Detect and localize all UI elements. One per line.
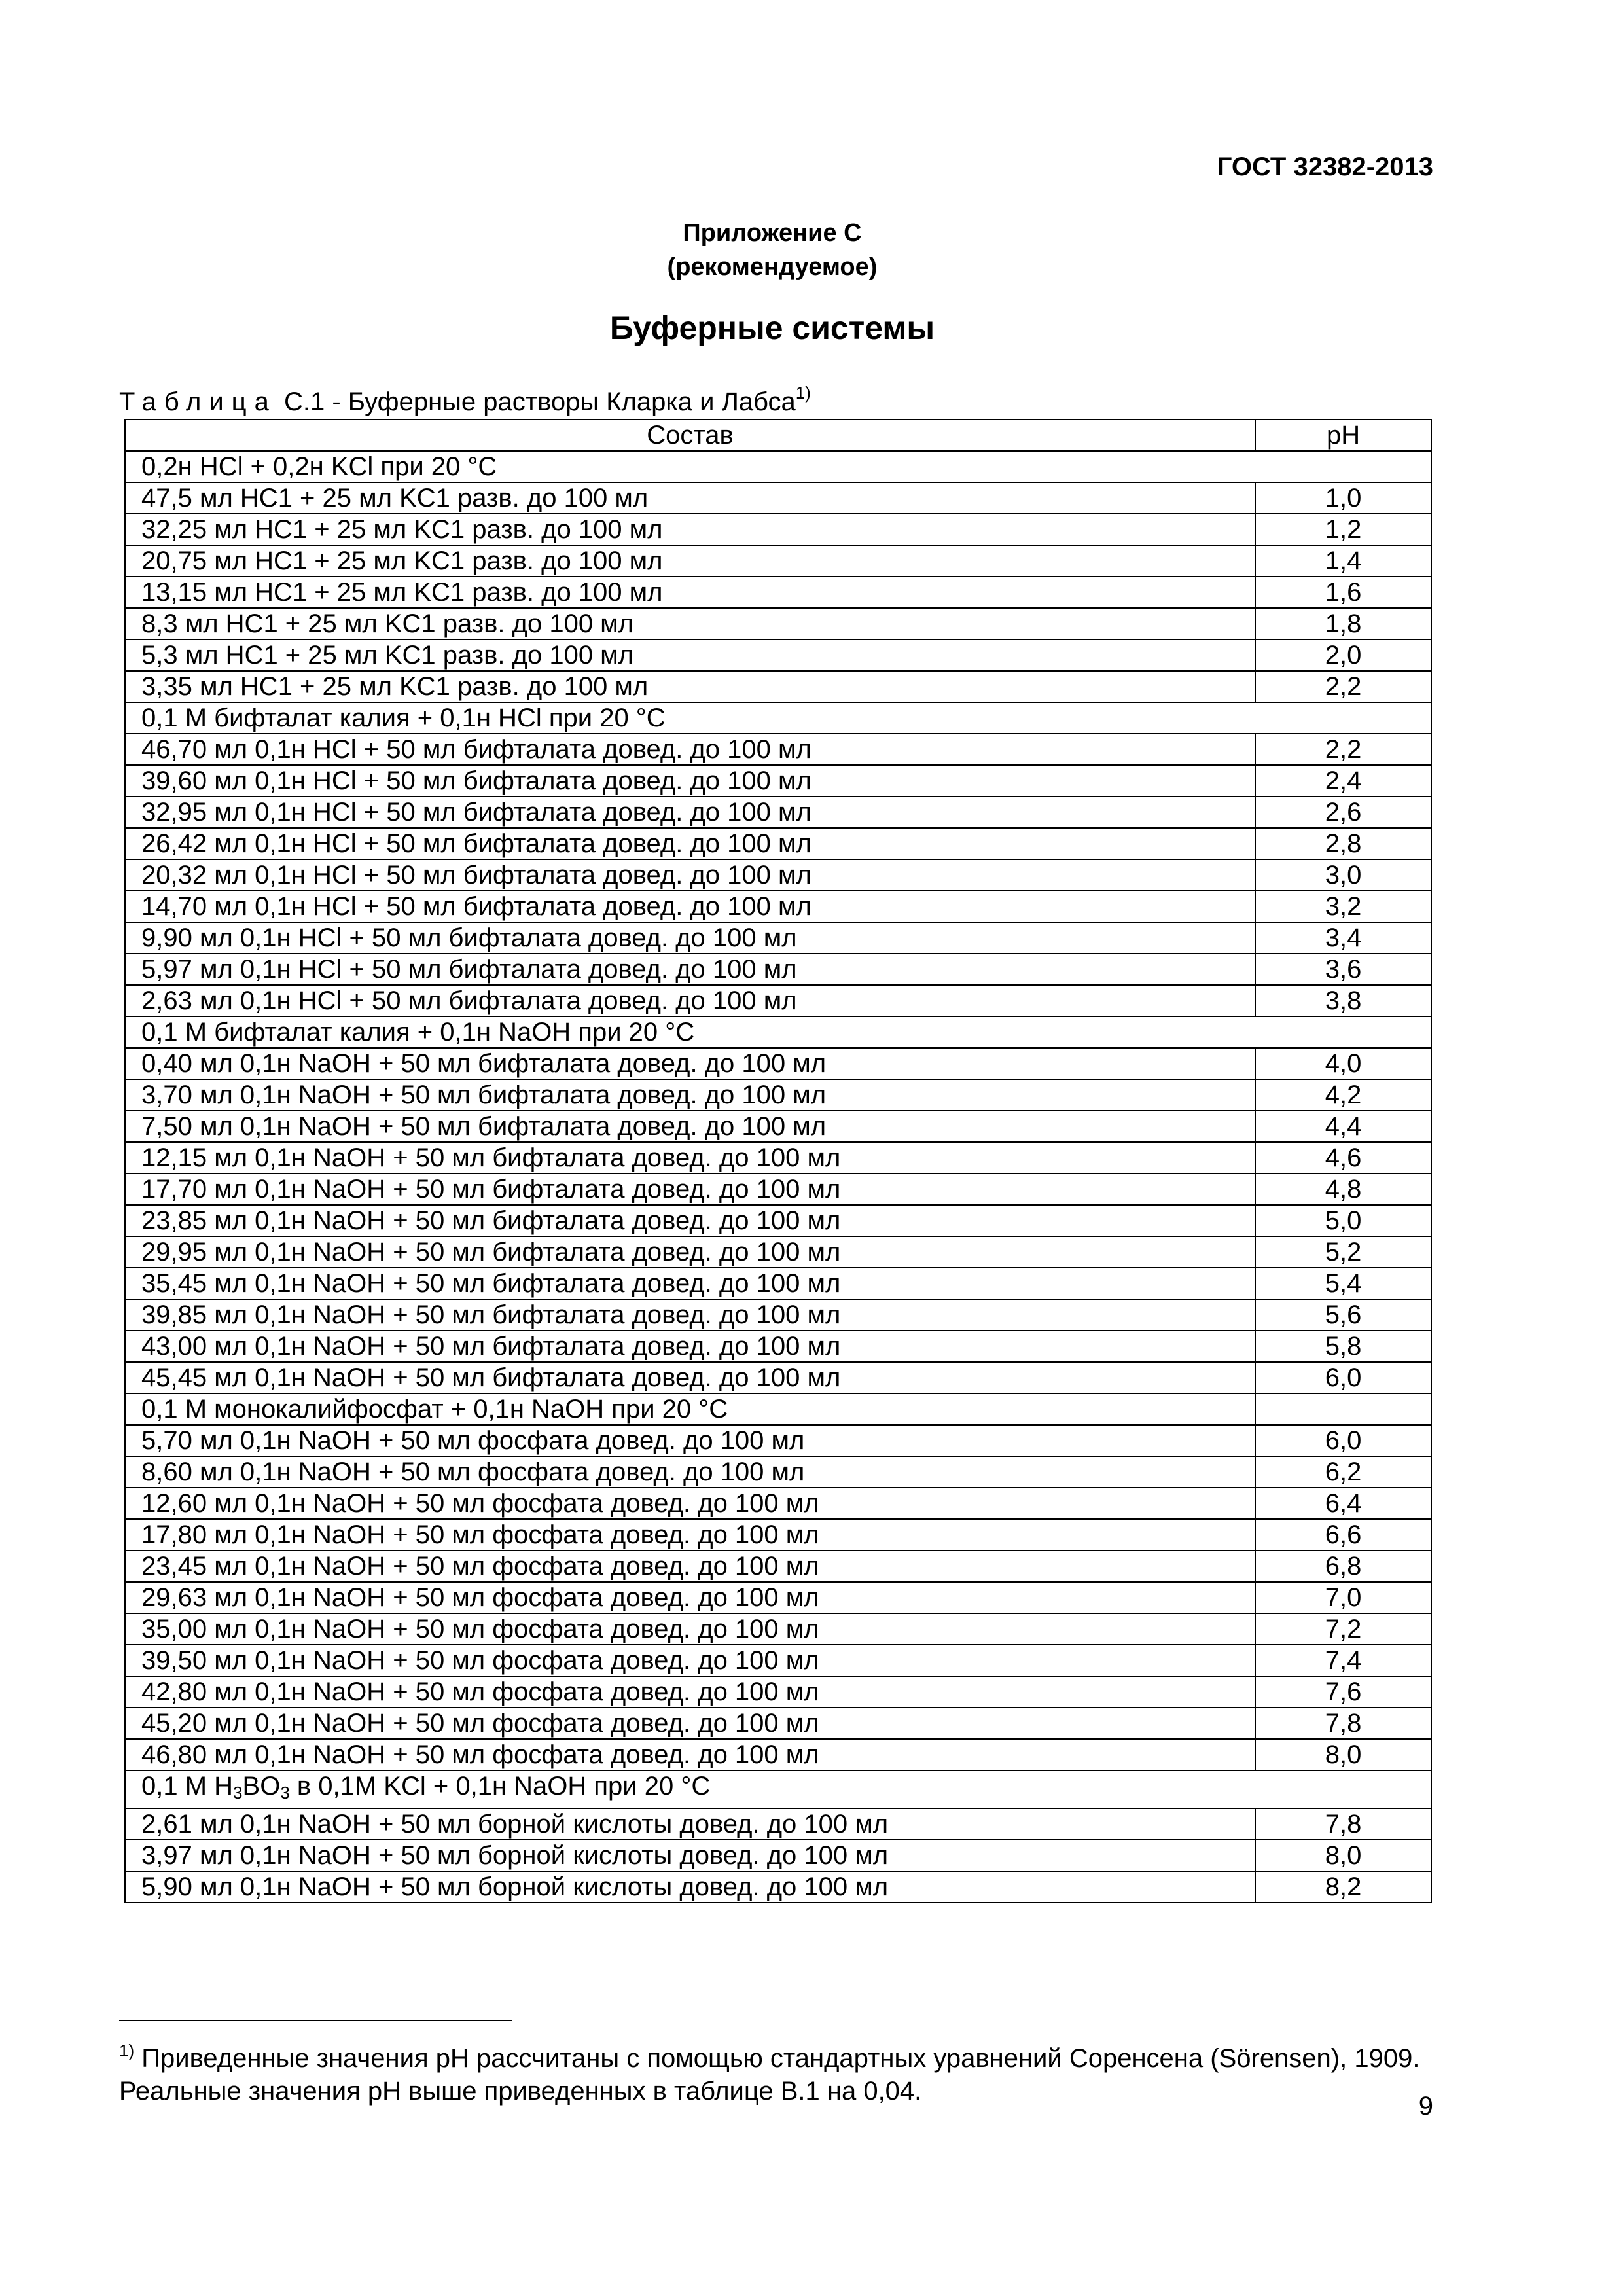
ph-cell: 5,2: [1255, 1236, 1431, 1268]
composition-cell: 5,70 мл 0,1н NaOH + 50 мл фосфата довед. до 100 мл: [125, 1425, 1255, 1456]
table-row: [125, 1331, 1431, 1362]
ph-cell: 6,0: [1255, 1425, 1431, 1456]
annex-heading: [0, 216, 1544, 284]
table-row: [125, 1174, 1431, 1205]
ph-cell: 4,8: [1255, 1174, 1431, 1205]
composition-cell: 46,70 мл 0,1н HCl + 50 мл бифталата довед. до 100 мл: [125, 734, 1255, 765]
table-row: [125, 1488, 1431, 1519]
table-row: [125, 1362, 1431, 1393]
table-row: [125, 1111, 1431, 1142]
formula-subscript: 3: [233, 1783, 243, 1803]
table-row: [125, 1142, 1431, 1174]
composition-cell: 45,45 мл 0,1н NaOH + 50 мл бифталата довед. до 100 мл: [125, 1362, 1255, 1393]
group-title: 0,1 М монокалийфосфат + 0,1н NaOH при 20 °C: [125, 1393, 1255, 1425]
ph-cell: 6,2: [1255, 1456, 1431, 1488]
table-row: [125, 922, 1431, 954]
ph-cell: 2,8: [1255, 828, 1431, 859]
composition-cell: 2,63 мл 0,1н HCl + 50 мл бифталата довед. до 100 мл: [125, 985, 1255, 1016]
composition-cell: 46,80 мл 0,1н NaOH + 50 мл фосфата довед. до 100 мл: [125, 1739, 1255, 1770]
formula-part: в 0,1М KCl + 0,1н NaOH при 20 °C: [289, 1772, 711, 1801]
ph-cell: 3,4: [1255, 922, 1431, 954]
composition-cell: 12,15 мл 0,1н NaOH + 50 мл бифталата довед. до 100 мл: [125, 1142, 1255, 1174]
composition-cell: 47,5 мл HC1 + 25 мл KC1 разв. до 100 мл: [125, 482, 1255, 514]
table-row: [125, 1676, 1431, 1708]
table-row: [125, 1840, 1431, 1871]
table-row: [125, 734, 1431, 765]
composition-cell: 5,97 мл 0,1н HCl + 50 мл бифталата довед. до 100 мл: [125, 954, 1255, 985]
page-number: 9: [1418, 2092, 1433, 2121]
table-row: [125, 1551, 1431, 1582]
ph-cell: 7,8: [1255, 1708, 1431, 1739]
composition-cell: 9,90 мл 0,1н HCl + 50 мл бифталата довед. до 100 мл: [125, 922, 1255, 954]
composition-cell: 39,60 мл 0,1н HCl + 50 мл бифталата довед. до 100 мл: [125, 765, 1255, 797]
footnote-separator: [119, 2020, 512, 2021]
ph-cell-empty: [1255, 1393, 1431, 1425]
header-ph: pH: [1255, 420, 1431, 451]
composition-cell: 3,97 мл 0,1н NaOH + 50 мл борной кислоты довед. до 100 мл: [125, 1840, 1255, 1871]
table-row: [125, 514, 1431, 545]
composition-cell: 23,85 мл 0,1н NaOH + 50 мл бифталата довед. до 100 мл: [125, 1205, 1255, 1236]
ph-cell: 7,6: [1255, 1676, 1431, 1708]
table-header-row: [125, 420, 1431, 451]
formula-subscript: 3: [280, 1783, 290, 1803]
composition-cell: 3,35 мл HC1 + 25 мл KC1 разв. до 100 мл: [125, 671, 1255, 702]
composition-cell: 43,00 мл 0,1н NaOH + 50 мл бифталата довед. до 100 мл: [125, 1331, 1255, 1362]
composition-cell: 17,70 мл 0,1н NaOH + 50 мл бифталата довед. до 100 мл: [125, 1174, 1255, 1205]
composition-cell: 20,32 мл 0,1н HCl + 50 мл бифталата довед. до 100 мл: [125, 859, 1255, 891]
ph-cell: 8,2: [1255, 1871, 1431, 1903]
group-row: [125, 451, 1431, 482]
annex-status: (рекомендуемое): [667, 253, 878, 281]
ph-cell: 3,6: [1255, 954, 1431, 985]
composition-cell: 26,42 мл 0,1н HCl + 50 мл бифталата довед. до 100 мл: [125, 828, 1255, 859]
composition-cell: 23,45 мл 0,1н NaOH + 50 мл фосфата довед. до 100 мл: [125, 1551, 1255, 1582]
composition-cell: 8,60 мл 0,1н NaOH + 50 мл фосфата довед. до 100 мл: [125, 1456, 1255, 1488]
table-row: [125, 1582, 1431, 1613]
footnote-text: Приведенные значения pH рассчитаны с помощью стандартных уравнений Соренсена (Sörensen), 1909. Реальные значения pH выше приведенных в таблице В.1 на 0,04.: [119, 2044, 1420, 2106]
ph-cell: 5,0: [1255, 1205, 1431, 1236]
group-row: [125, 1393, 1431, 1425]
ph-cell: 4,0: [1255, 1048, 1431, 1079]
ph-cell: 6,4: [1255, 1488, 1431, 1519]
composition-cell: 20,75 мл HC1 + 25 мл KC1 разв. до 100 мл: [125, 545, 1255, 577]
group-title: 0,2н HCl + 0,2н KCl при 20 °C: [125, 451, 1431, 482]
ph-cell: 3,0: [1255, 859, 1431, 891]
ph-cell: 8,0: [1255, 1840, 1431, 1871]
table-row: [125, 482, 1431, 514]
table-row: [125, 608, 1431, 639]
ph-cell: 6,8: [1255, 1551, 1431, 1582]
footnote: [119, 2034, 1461, 2108]
table-row: [125, 639, 1431, 671]
ph-cell: 6,0: [1255, 1362, 1431, 1393]
ph-cell: 4,2: [1255, 1079, 1431, 1111]
ph-cell: 1,4: [1255, 545, 1431, 577]
annex-title: Приложение С: [683, 219, 862, 247]
ph-cell: 2,6: [1255, 797, 1431, 828]
buffer-table: [124, 419, 1432, 1903]
group-row: [125, 702, 1431, 734]
table-row: [125, 1808, 1431, 1840]
composition-cell: 42,80 мл 0,1н NaOH + 50 мл фосфата довед. до 100 мл: [125, 1676, 1255, 1708]
formula-part: BO: [242, 1772, 281, 1801]
header-composition: Состав: [125, 420, 1255, 451]
table-row: [125, 1268, 1431, 1299]
group-title: 0,1 М бифталат калия + 0,1н NaOH при 20 °C: [125, 1016, 1431, 1048]
ph-cell: 3,8: [1255, 985, 1431, 1016]
table-row: [125, 1299, 1431, 1331]
group-title: 0,1 М бифталат калия + 0,1н HCl при 20 °C: [125, 702, 1431, 734]
composition-cell: 35,00 мл 0,1н NaOH + 50 мл фосфата довед. до 100 мл: [125, 1613, 1255, 1645]
composition-cell: 32,25 мл HC1 + 25 мл KC1 разв. до 100 мл: [125, 514, 1255, 545]
ph-cell: 2,2: [1255, 671, 1431, 702]
composition-cell: 14,70 мл 0,1н HCl + 50 мл бифталата довед. до 100 мл: [125, 891, 1255, 922]
standard-number: ГОСТ 32382-2013: [1217, 152, 1433, 181]
table-caption-text: С.1 - Буферные растворы Кларка и Лабса: [276, 387, 796, 416]
composition-cell: 13,15 мл HC1 + 25 мл KC1 разв. до 100 мл: [125, 577, 1255, 608]
ph-cell: 3,2: [1255, 891, 1431, 922]
table-row: [125, 1645, 1431, 1676]
ph-cell: 1,2: [1255, 514, 1431, 545]
ph-cell: 6,6: [1255, 1519, 1431, 1551]
ph-cell: 5,6: [1255, 1299, 1431, 1331]
ph-cell: 1,8: [1255, 608, 1431, 639]
composition-cell: 5,90 мл 0,1н NaOH + 50 мл борной кислоты довед. до 100 мл: [125, 1871, 1255, 1903]
ph-cell: 5,4: [1255, 1268, 1431, 1299]
footnote-mark: 1): [119, 2041, 135, 2060]
table-row: [125, 828, 1431, 859]
ph-cell: 5,8: [1255, 1331, 1431, 1362]
page-title: Буферные системы: [609, 310, 935, 346]
composition-cell: 8,3 мл HC1 + 25 мл KC1 разв. до 100 мл: [125, 608, 1255, 639]
composition-cell: 39,85 мл 0,1н NaOH + 50 мл бифталата довед. до 100 мл: [125, 1299, 1255, 1331]
composition-cell: 29,63 мл 0,1н NaOH + 50 мл фосфата довед. до 100 мл: [125, 1582, 1255, 1613]
group-row: [125, 1770, 1431, 1808]
table-caption-word: Таблица: [119, 387, 277, 416]
ph-cell: 7,2: [1255, 1613, 1431, 1645]
table-row: [125, 797, 1431, 828]
composition-cell: 5,3 мл HC1 + 25 мл KC1 разв. до 100 мл: [125, 639, 1255, 671]
composition-cell: 17,80 мл 0,1н NaOH + 50 мл фосфата довед. до 100 мл: [125, 1519, 1255, 1551]
table-row: [125, 1205, 1431, 1236]
ph-cell: 4,4: [1255, 1111, 1431, 1142]
table-row: [125, 671, 1431, 702]
table-row: [125, 985, 1431, 1016]
ph-cell: 2,4: [1255, 765, 1431, 797]
table-row: [125, 1456, 1431, 1488]
footnote-ref: 1): [795, 383, 811, 403]
ph-cell: 4,6: [1255, 1142, 1431, 1174]
table-row: [125, 1236, 1431, 1268]
table-row: [125, 1613, 1431, 1645]
composition-cell: 35,45 мл 0,1н NaOH + 50 мл бифталата довед. до 100 мл: [125, 1268, 1255, 1299]
composition-cell: 29,95 мл 0,1н NaOH + 50 мл бифталата довед. до 100 мл: [125, 1236, 1255, 1268]
table-row: [125, 1739, 1431, 1770]
composition-cell: 2,61 мл 0,1н NaOH + 50 мл борной кислоты довед. до 100 мл: [125, 1808, 1255, 1840]
ph-cell: 8,0: [1255, 1739, 1431, 1770]
composition-cell: 3,70 мл 0,1н NaOH + 50 мл бифталата довед. до 100 мл: [125, 1079, 1255, 1111]
table-row: [125, 1519, 1431, 1551]
table-caption: [119, 383, 811, 417]
table-row: [125, 954, 1431, 985]
composition-cell: 45,20 мл 0,1н NaOH + 50 мл фосфата довед. до 100 мл: [125, 1708, 1255, 1739]
composition-cell: 0,40 мл 0,1н NaOH + 50 мл бифталата довед. до 100 мл: [125, 1048, 1255, 1079]
ph-cell: 7,4: [1255, 1645, 1431, 1676]
composition-cell: 12,60 мл 0,1н NaOH + 50 мл фосфата довед. до 100 мл: [125, 1488, 1255, 1519]
table-row: [125, 891, 1431, 922]
ph-cell: 1,0: [1255, 482, 1431, 514]
group-title: [125, 1770, 1431, 1808]
ph-cell: 7,8: [1255, 1808, 1431, 1840]
formula-part: 0,1 М H: [141, 1772, 234, 1801]
table-row: [125, 859, 1431, 891]
table-row: [125, 1079, 1431, 1111]
ph-cell: 2,2: [1255, 734, 1431, 765]
ph-cell: 7,0: [1255, 1582, 1431, 1613]
table-row: [125, 1871, 1431, 1903]
table-row: [125, 765, 1431, 797]
composition-cell: 7,50 мл 0,1н NaOH + 50 мл бифталата довед. до 100 мл: [125, 1111, 1255, 1142]
table-row: [125, 1708, 1431, 1739]
group-row: [125, 1016, 1431, 1048]
table-row: [125, 1425, 1431, 1456]
composition-cell: 39,50 мл 0,1н NaOH + 50 мл фосфата довед. до 100 мл: [125, 1645, 1255, 1676]
ph-cell: 2,0: [1255, 639, 1431, 671]
table-row: [125, 1048, 1431, 1079]
composition-cell: 32,95 мл 0,1н HCl + 50 мл бифталата довед. до 100 мл: [125, 797, 1255, 828]
table-row: [125, 577, 1431, 608]
table-row: [125, 545, 1431, 577]
ph-cell: 1,6: [1255, 577, 1431, 608]
